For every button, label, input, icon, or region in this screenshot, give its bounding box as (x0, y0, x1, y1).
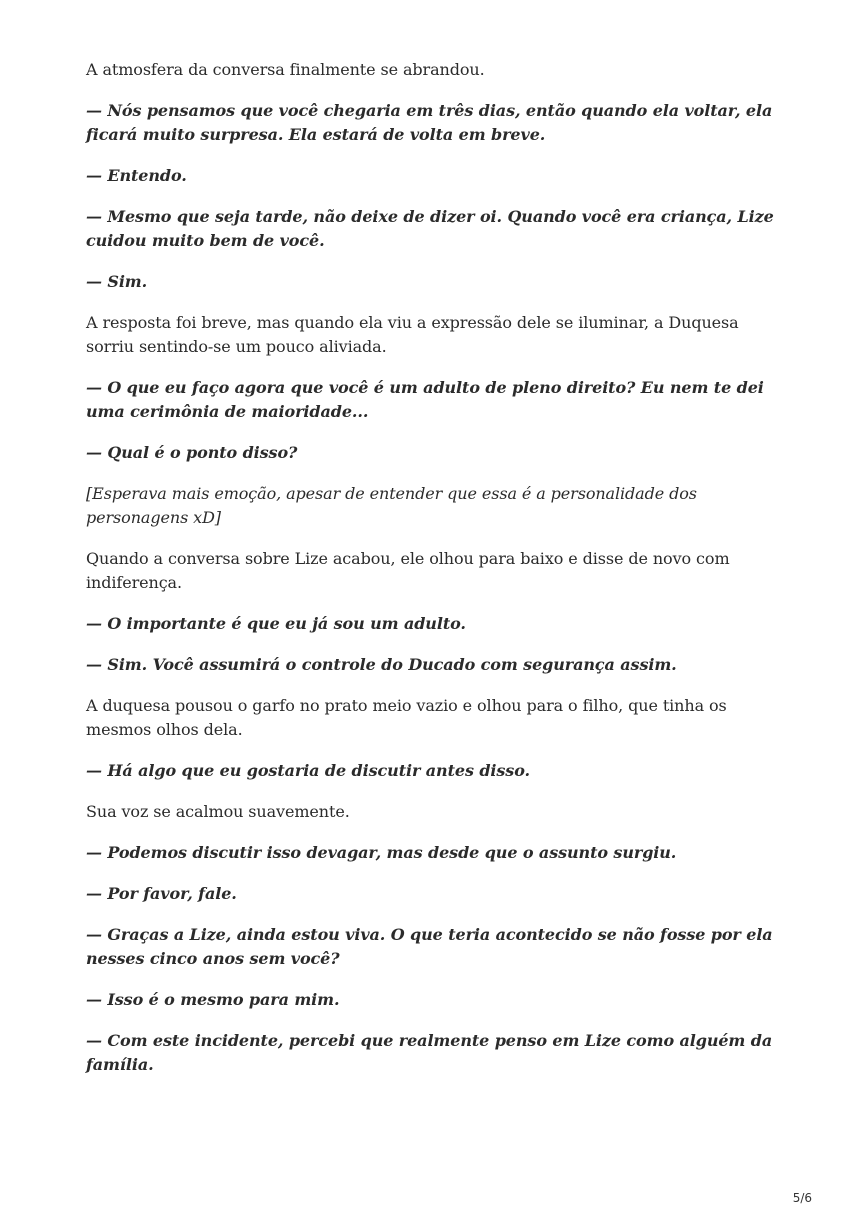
page-number: 5/6 (792, 1191, 812, 1205)
paragraph-dialogue: — Qual é o ponto disso? (86, 443, 298, 462)
paragraph-dialogue: — O que eu faço agora que você é um adulto de pleno direito? Eu nem te dei uma cerimônia de maioridade... (86, 378, 764, 421)
paragraph-dialogue: — Sim. Você assumirá o controle do Ducado com segurança assim. (86, 655, 677, 674)
paragraph-narration: A resposta foi breve, mas quando ela viu a expressão dele se iluminar, a Duquesa sorriu sentindo-se um pouco aliviada. (86, 313, 739, 356)
paragraph-narration: Sua voz se acalmou suavemente. (86, 802, 350, 821)
paragraph-dialogue: — Sim. (86, 272, 148, 291)
paragraph-dialogue: — Entendo. (86, 166, 187, 185)
paragraph-dialogue: — Nós pensamos que você chegaria em três dias, então quando ela voltar, ela ficará muito surpresa. Ela estará de volta em breve. (86, 101, 773, 144)
paragraph-dialogue: — Podemos discutir isso devagar, mas desde que o assunto surgiu. (86, 843, 677, 862)
paragraph-dialogue: — Graças a Lize, ainda estou viva. O que teria acontecido se não fosse por ela nesses cinco anos sem você? (86, 925, 773, 968)
paragraph-dialogue: — Há algo que eu gostaria de discutir antes disso. (86, 761, 530, 780)
paragraph-narration: A atmosfera da conversa finalmente se abrandou. (86, 60, 485, 79)
document-page (86, 58, 786, 1094)
paragraph-dialogue: — O importante é que eu já sou um adulto. (86, 614, 466, 633)
paragraph-dialogue: — Mesmo que seja tarde, não deixe de dizer oi. Quando você era criança, Lize cuidou muito bem de você. (86, 207, 774, 250)
paragraph-dialogue: — Isso é o mesmo para mim. (86, 990, 340, 1009)
paragraph-translator-note: [Esperava mais emoção, apesar de entender que essa é a personalidade dos personagens xD] (86, 484, 697, 527)
paragraph-narration: Quando a conversa sobre Lize acabou, ele olhou para baixo e disse de novo com indiferença. (86, 549, 730, 592)
paragraph-dialogue: — Por favor, fale. (86, 884, 237, 903)
paragraph-narration: A duquesa pousou o garfo no prato meio vazio e olhou para o filho, que tinha os mesmos olhos dela. (86, 696, 727, 739)
paragraph-dialogue: — Com este incidente, percebi que realmente penso em Lize como alguém da família. (86, 1031, 773, 1074)
